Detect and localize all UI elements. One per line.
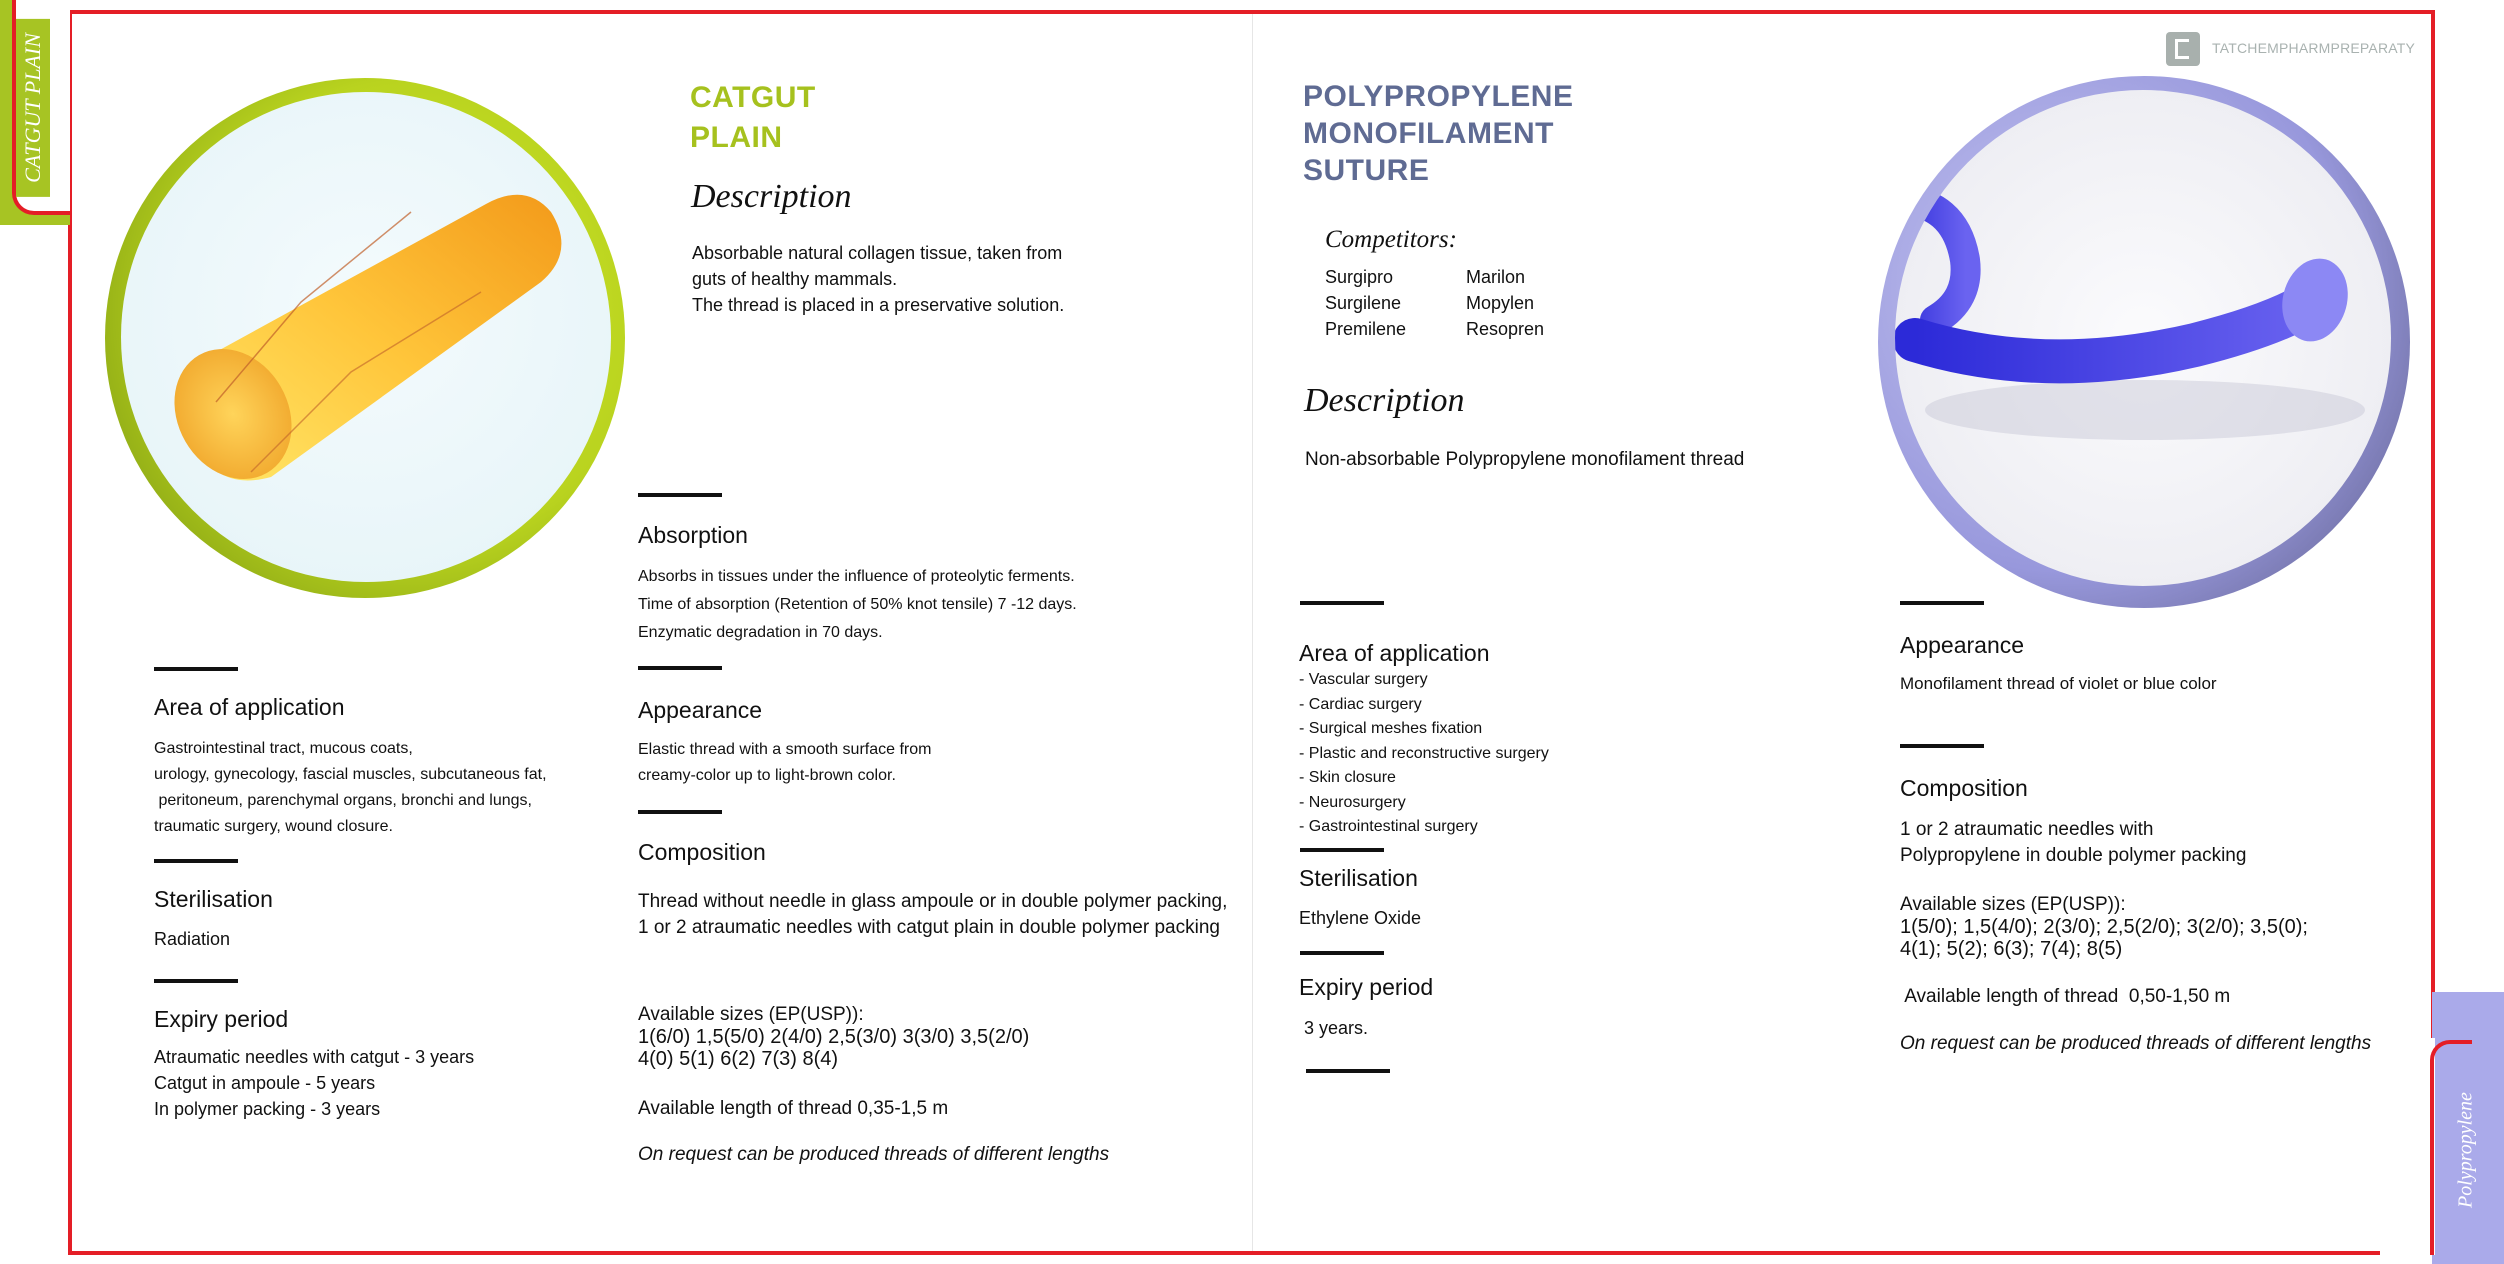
- catgut-composition-heading: Composition: [638, 839, 766, 865]
- catgut-expiry-line: Catgut in ampoule - 5 years: [154, 1073, 376, 1093]
- catgut-description-line: guts of healthy mammals.: [692, 269, 898, 289]
- catgut-sizes-line: 1(6/0) 1,5(5/0) 2(4/0) 2,5(3/0) 3(3/0) 3,5(2/0): [638, 1026, 1030, 1048]
- catgut-appearance-line: creamy-color up to light-brown color.: [638, 767, 896, 784]
- catgut-description-line: The thread is placed in a preservative solution.: [692, 295, 1065, 315]
- competitors-list-col1: [1325, 264, 1406, 342]
- application-list-item: - Neurosurgery: [1299, 793, 1406, 811]
- catgut-sterilisation-value: Radiation: [154, 929, 231, 949]
- catgut-sterilisation-heading: Sterilisation: [154, 886, 273, 912]
- polypropylene-expiry-value: 3 years.: [1304, 1018, 1369, 1038]
- catgut-sizes-line: 4(0) 5(1) 6(2) 7(3) 8(4): [638, 1048, 839, 1070]
- application-list-item: - Gastrointestinal surgery: [1299, 818, 1478, 835]
- catgut-thread-illustration: [121, 92, 611, 582]
- competitor-item: Marilon: [1466, 267, 1526, 287]
- competitors-list-col2: [1466, 264, 1544, 342]
- polypropylene-side-tab-label-wrap: [2436, 1050, 2496, 1250]
- polypropylene-length: Available length of thread 0,50-1,50 m: [1900, 986, 2231, 1007]
- section-divider: [154, 667, 238, 671]
- page-fold-line: [1252, 14, 1253, 1251]
- catgut-absorption-line: Time of absorption (Retention of 50% knot tensile) 7 -12 days.: [638, 596, 1077, 613]
- frame-right-border: [2431, 10, 2435, 1038]
- catgut-title-line1: CATGUT: [690, 81, 816, 114]
- catgut-area-line: Gastrointestinal tract, mucous coats,: [154, 740, 413, 757]
- polypropylene-title-line: SUTURE: [1303, 154, 1430, 187]
- competitor-item: Surgipro: [1325, 267, 1394, 287]
- polypropylene-title: [1303, 78, 1573, 189]
- polypropylene-sterilisation-value: Ethylene Oxide: [1299, 908, 1422, 928]
- polypropylene-title-line: MONOFILAMENT: [1303, 117, 1554, 150]
- polypropylene-composition-text: [1900, 817, 2246, 869]
- polypropylene-appearance-heading: Appearance: [1900, 632, 2025, 658]
- catgut-expiry-heading: Expiry period: [154, 1006, 289, 1032]
- polypropylene-description: Non-absorbable Polypropylene monofilament thread: [1305, 449, 1745, 470]
- polypropylene-composition-line: 1 or 2 atraumatic needles with: [1900, 819, 2154, 840]
- catgut-absorption-heading: Absorption: [638, 522, 748, 548]
- polypropylene-side-tab-label: Polypropylene: [2454, 1092, 2477, 1208]
- frame-bottom-border: [68, 1251, 2435, 1255]
- catgut-sizes-heading: Available sizes (EP(USP)):: [638, 1004, 864, 1025]
- section-divider: [638, 493, 722, 497]
- catgut-absorption-line: Absorbs in tissues under the influence of proteolytic ferments.: [638, 568, 1075, 585]
- application-list-item: - Plastic and reconstructive surgery: [1299, 744, 1549, 762]
- competitor-item: Mopylen: [1466, 293, 1535, 313]
- section-divider: [154, 979, 238, 983]
- catgut-side-tab-label: CATGUT PLAIN: [16, 19, 50, 197]
- section-divider: [154, 859, 238, 863]
- catgut-area-line: peritoneum, parenchymal organs, bronchi and lungs,: [154, 792, 532, 809]
- catgut-area-text: [154, 736, 547, 840]
- polypropylene-thread-image: [1895, 90, 2391, 586]
- catgut-thread-image: [121, 92, 611, 582]
- catgut-area-line: traumatic surgery, wound closure.: [154, 818, 393, 835]
- competitor-item: Resopren: [1466, 319, 1545, 339]
- catgut-description-line: Absorbable natural collagen tissue, taken from: [692, 243, 1063, 263]
- application-list-item: - Cardiac surgery: [1299, 695, 1422, 713]
- catgut-expiry-line: Atraumatic needles with catgut - 3 years: [154, 1047, 475, 1067]
- section-divider: [1900, 601, 1984, 605]
- catgut-composition-line: 1 or 2 atraumatic needles with catgut plain in double polymer packing: [638, 917, 1220, 938]
- catgut-sizes: [638, 1004, 1029, 1070]
- polypropylene-area-list: [1299, 668, 1549, 840]
- catgut-appearance-heading: Appearance: [638, 697, 763, 723]
- competitors-heading: Competitors:: [1325, 226, 1457, 253]
- section-divider: [1900, 744, 1984, 748]
- polypropylene-sizes-line: 1(5/0); 1,5(4/0); 2(3/0); 2,5(2/0); 3(2/0); 3,5(0);: [1900, 916, 2308, 938]
- polypropylene-appearance-value: Monofilament thread of violet or blue color: [1900, 674, 2217, 693]
- application-list-item: - Skin closure: [1299, 769, 1396, 786]
- polypropylene-description-heading: Description: [1304, 382, 1465, 419]
- polypropylene-thread-illustration: [1895, 90, 2391, 586]
- company-logo-icon: [2166, 32, 2200, 66]
- competitor-item: Premilene: [1325, 319, 1407, 339]
- catgut-appearance-text: [638, 737, 931, 789]
- catgut-area-heading: Area of application: [154, 694, 345, 720]
- section-divider: [638, 666, 722, 670]
- section-divider: [1300, 951, 1384, 955]
- polypropylene-composition-line: Polypropylene in double polymer packing: [1900, 845, 2247, 866]
- polypropylene-sizes: [1900, 894, 2308, 960]
- catgut-on-request: On request can be produced threads of different lengths: [638, 1144, 1110, 1165]
- polypropylene-side-tab-cutout: [2380, 1038, 2435, 1255]
- catgut-composition-text: [638, 889, 1227, 941]
- section-divider: [638, 810, 722, 814]
- section-divider: [1300, 601, 1384, 605]
- application-list-item: - Surgical meshes fixation: [1299, 720, 1483, 737]
- section-divider: [1306, 1069, 1390, 1073]
- catgut-expiry-text: [154, 1044, 474, 1122]
- polypropylene-area-heading: Area of application: [1299, 640, 1490, 666]
- polypropylene-sizes-heading: Available sizes (EP(USP)):: [1900, 894, 2126, 915]
- catgut-absorption-line: Enzymatic degradation in 70 days.: [638, 624, 883, 641]
- catgut-title: [690, 78, 816, 158]
- company-logo-text: TATCHEMPHARMPREPARATY: [2212, 40, 2416, 56]
- catgut-side-tab-label-wrap: [0, 0, 66, 215]
- polypropylene-title-line: POLYPROPYLENE: [1303, 80, 1574, 113]
- catgut-length: Available length of thread 0,35-1,5 m: [638, 1098, 949, 1119]
- polypropylene-composition-heading: Composition: [1900, 775, 2028, 801]
- catgut-area-line: urology, gynecology, fascial muscles, subcutaneous fat,: [154, 766, 547, 783]
- section-divider: [1300, 848, 1384, 852]
- competitor-item: Surgilene: [1325, 293, 1402, 313]
- catgut-expiry-line: In polymer packing - 3 years: [154, 1099, 381, 1119]
- polypropylene-on-request: On request can be produced threads of different lengths: [1900, 1033, 2372, 1054]
- polypropylene-sterilisation-heading: Sterilisation: [1299, 865, 1418, 891]
- catgut-title-line2: PLAIN: [690, 121, 783, 154]
- catgut-description: [692, 240, 1064, 318]
- application-list-item: - Vascular surgery: [1299, 671, 1428, 688]
- polypropylene-sizes-line: 4(1); 5(2); 6(3); 7(4); 8(5): [1900, 938, 2123, 960]
- catgut-description-heading: Description: [691, 178, 852, 215]
- catgut-composition-line: Thread without needle in glass ampoule or in double polymer packing,: [638, 891, 1228, 912]
- catgut-appearance-line: Elastic thread with a smooth surface from: [638, 741, 932, 758]
- polypropylene-expiry-heading: Expiry period: [1299, 974, 1434, 1000]
- catgut-absorption-text: [638, 563, 1077, 647]
